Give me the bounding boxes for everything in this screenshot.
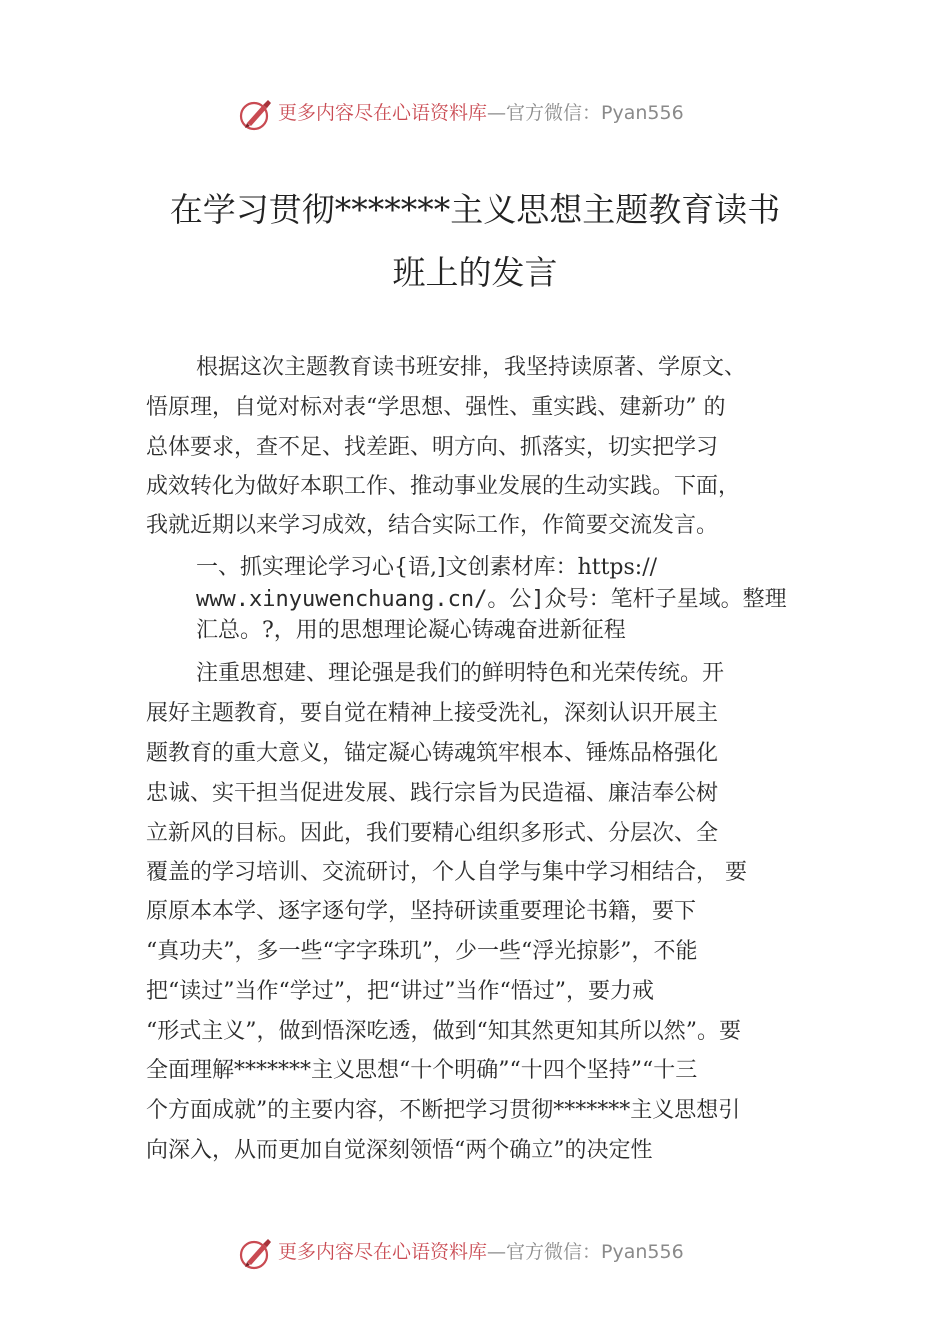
paragraph-line: “真功夫”，多一些“字字珠玑”，少一些“浮光掠影”，不能: [146, 939, 698, 964]
banner-text: [278, 1239, 684, 1265]
paragraph-line: 注重思想建、理论强是我们的鲜明特色和光荣传统。开: [196, 661, 725, 686]
footer-banner: [0, 1233, 950, 1273]
banner-red-text: 更多内容尽在心语资料库: [278, 102, 488, 124]
banner-gray-text: —官方微信：: [487, 102, 602, 124]
paragraph-line: 原原本本学、逐字逐句学，坚持研读重要理论书籍，要下: [146, 899, 697, 924]
banner-red-text: 更多内容尽在心语资料库: [278, 1241, 488, 1263]
banner-wechat-id: Pyan556: [601, 1241, 684, 1263]
banner-wechat-id: Pyan556: [601, 102, 684, 124]
heading-line: 汇总。?，用的思想理论凝心铸魂奋进新征程: [196, 618, 626, 643]
pen-logo-icon: [238, 96, 274, 132]
pen-logo-icon: [238, 1235, 274, 1271]
heading-line: www.xinyuwenchuang.cn/。公]众号：笔杆子星域。整理: [196, 587, 787, 612]
paragraph-line: 向深入，从而更加自觉深刻领悟“两个确立”的决定性: [146, 1138, 653, 1163]
paragraph-line: 个方面成就”的主要内容，不断把学习贯彻*******主义思想引: [146, 1098, 741, 1123]
title-line-2: 班上的发言: [392, 253, 558, 292]
paragraph-line: 全面理解*******主义思想“十个明确”“十四个坚持”“十三: [146, 1058, 698, 1083]
paragraph-line: “形式主义”，做到悟深吃透，做到“知其然更知其所以然”。要: [146, 1019, 741, 1044]
paragraph-line: 悟原理，自觉对标对表“学思想、强性、重实践、建新功” 的: [146, 395, 726, 420]
paragraph-line: 根据这次主题教育读书班安排，我坚持读原著、学原文、: [196, 355, 747, 380]
header-banner: [0, 94, 950, 134]
paragraph-line: 成效转化为做好本职工作、推动事业发展的生动实践。下面，: [146, 474, 741, 499]
paragraph-line: 题教育的重大意义，锚定凝心铸魂筑牢根本、锤炼品格强化: [146, 741, 719, 766]
paragraph-line: 把“读过”当作“学过”，把“讲过”当作“悟过”，要力戒: [146, 979, 654, 1004]
paragraph-line: 总体要求，查不足、找差距、明方向、抓落实，切实把学习: [146, 435, 719, 460]
paragraph-line: 立新风的目标。因此，我们要精心组织多形式、分层次、全: [146, 821, 719, 846]
banner-text: [278, 100, 684, 126]
paragraph-line: 我就近期以来学习成效，结合实际工作，作简要交流发言。: [146, 513, 719, 538]
title-line-1: 在学习贯彻*******主义思想主题教育读书: [169, 190, 781, 229]
banner-gray-text: —官方微信：: [487, 1241, 602, 1263]
paragraph-line: 展好主题教育，要自觉在精神上接受洗礼，深刻认识开展主: [146, 701, 719, 726]
paragraph-line: 覆盖的学习培训、交流研讨，个人自学与集中学习相结合， 要: [146, 860, 747, 885]
paragraph-line: 忠诚、实干担当促进发展、践行宗旨为民造福、廉洁奉公树: [146, 781, 719, 806]
heading-line: 一、抓实理论学习心{语,]文创素材库：https://: [196, 555, 658, 580]
